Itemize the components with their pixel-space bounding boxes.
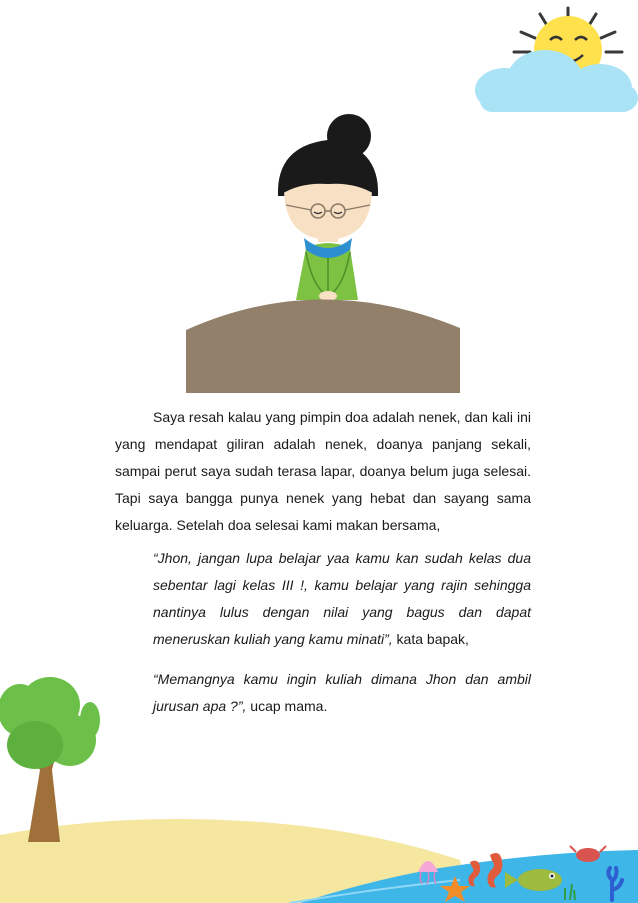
dialogue-mother <box>153 666 531 720</box>
mound <box>186 299 460 393</box>
father-dialogue-tag: kata bapak, <box>392 631 469 647</box>
story-text <box>115 404 531 720</box>
tree-icon <box>0 677 100 842</box>
grandmother-figure <box>278 114 378 301</box>
cloud-icon <box>475 50 638 112</box>
dialogue-father <box>153 545 531 653</box>
father-speech: “Jhon, jangan lupa belajar yaa kamu kan sudah kelas dua sebentar lagi kelas III !, kamu belajar yang rajin sehingga nantinya lulus dengan nilai yang bagus dan dapat meneruskan kuliah yang kamu minati”, <box>153 550 531 647</box>
mother-speech: “Memangnya kamu ingin kuliah dimana Jhon dan ambil jurusan apa ?”, <box>153 671 531 714</box>
mother-dialogue-tag: ucap mama. <box>246 698 328 714</box>
story-paragraph: Saya resah kalau yang pimpin doa adalah nenek, dan kali ini yang mendapat giliran adalah nenek, doanya panjang sekali, sampai perut saya sudah terasa lapar, doanya belum juga selesai. Tapi saya bangga punya nenek yang hebat dan sayang sama keluarga. Setelah doa selesai kami makan bersama, <box>115 409 531 533</box>
